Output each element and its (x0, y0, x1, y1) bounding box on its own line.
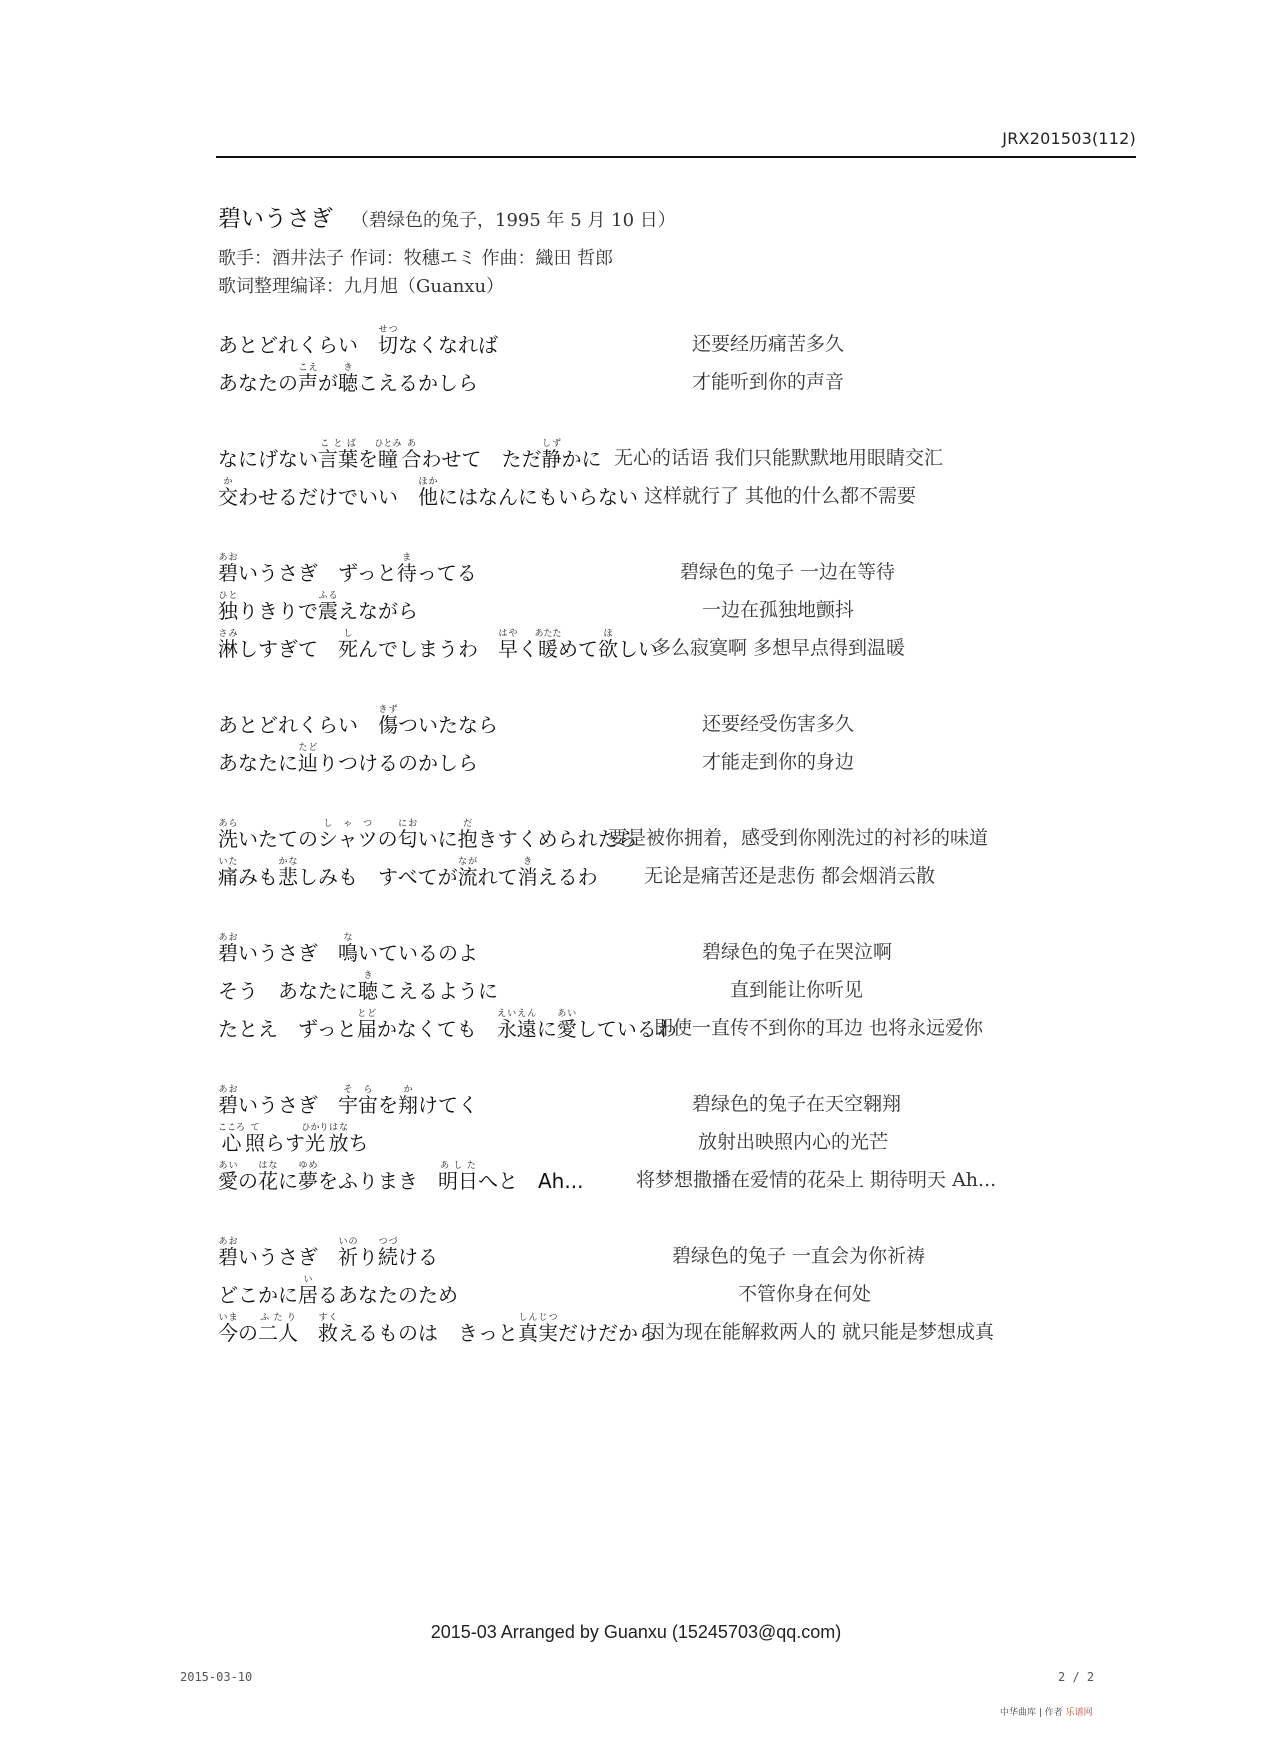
watermark-brand: 乐谱网 (1065, 1708, 1093, 1718)
lyric-chinese-translation: 一边在孤独地颤抖 (702, 599, 855, 621)
lyric-japanese: あとどれくらい 切せつなくなれば (218, 325, 498, 357)
lyric-line (218, 1230, 1138, 1270)
lyric-japanese: なにげない言葉ことばを瞳ひとみ合あわせて ただ静しずかに (218, 439, 602, 471)
lyric-chinese-translation: 还要经受伤害多久 (702, 713, 855, 735)
lyric-line (218, 1306, 1138, 1346)
footer-credit: 2015-03 Arranged by Guanxu (15245703@qq.com) (430, 1622, 842, 1642)
lyric-chinese-translation: 碧绿色的兔子 一直会为你祈祷 (672, 1245, 926, 1267)
lyric-chinese-translation: 直到能让你听见 (730, 979, 864, 1001)
lyric-chinese-translation: 碧绿色的兔子在天空翱翔 (692, 1093, 902, 1115)
lyric-line (218, 546, 1138, 586)
lyric-line (218, 356, 1138, 396)
lyric-japanese: 独ひとりきりで震ふるえながら (218, 591, 418, 623)
footer-date: 2015-03-10 (180, 1670, 253, 1684)
lyric-line (218, 1002, 1138, 1042)
watermark (1000, 1705, 1093, 1718)
lyric-line (218, 318, 1138, 358)
lyric-japanese: あなたの声こえが聴きこえるかしら (218, 363, 478, 395)
lyric-chinese-translation: 才能听到你的声音 (692, 371, 845, 393)
credits-line: 歌手：酒井法子 作词：牧穗エミ 作曲：織田 哲郎 (218, 248, 614, 269)
lyric-chinese-translation: 因为现在能解救两人的 就只能是梦想成真 (646, 1321, 995, 1343)
lyric-line (218, 1154, 1138, 1194)
title-japanese: 碧いうさぎ (218, 206, 333, 232)
lyric-japanese: 心こころ照てらす光ひかり放はなち (218, 1123, 369, 1155)
lyric-japanese: あなたに辿たどりつけるのかしら (218, 743, 478, 775)
lyric-chinese-translation: 无论是痛苦还是悲伤 都会烟消云散 (644, 865, 936, 887)
lyric-japanese: 今いまの二人ふたり 救すくえるものは きっと真実しんじつだけだから (218, 1313, 658, 1345)
lyric-japanese: 愛あいの花はなに夢ゆめをふりまき 明日あしたへと Ah... (218, 1161, 584, 1193)
title-subtitle: （碧绿色的兔子，1995 年 5 月 10 日） (351, 210, 676, 231)
lyric-line (218, 432, 1138, 472)
lyric-line (218, 850, 1138, 890)
lyric-line (218, 812, 1138, 852)
lyric-japanese: そう あなたに聴きこえるように (218, 971, 498, 1003)
lyric-chinese-translation: 即使一直传不到你的耳边 也将永远爱你 (654, 1017, 984, 1039)
lyric-line (218, 470, 1138, 510)
lyric-chinese-translation: 放射出映照内心的光芒 (698, 1131, 889, 1153)
lyric-japanese: 碧あおいうさぎ ずっと待まってる (218, 553, 477, 585)
lyric-chinese-translation: 碧绿色的兔子在哭泣啊 (702, 941, 893, 963)
watermark-text: 中华曲库 | 作者 (1000, 1708, 1066, 1718)
lyric-japanese: 痛いたみも悲かなしみも すべてが流ながれて消きえるわ (218, 857, 598, 889)
lyric-japanese: たとえ ずっと届とどかなくても 永遠えいえんに愛あいしているわ (218, 1009, 677, 1041)
lyric-japanese: 碧あおいうさぎ 宇宙そらを翔かけてく (218, 1085, 478, 1117)
lyric-line (218, 698, 1138, 738)
lyric-line (218, 736, 1138, 776)
lyric-chinese-translation: 无心的话语 我们只能默默地用眼睛交汇 (614, 447, 944, 469)
lyric-japanese: どこかに居いるあなたのため (218, 1275, 458, 1307)
lyric-chinese-translation: 才能走到你的身边 (702, 751, 855, 773)
lyric-line (218, 584, 1138, 624)
song-title (218, 200, 676, 233)
lyric-chinese-translation: 这样就行了 其他的什么都不需要 (644, 485, 917, 507)
lyric-line (218, 1078, 1138, 1118)
document-code: JRX201503(112) (1002, 129, 1136, 148)
lyric-line (218, 964, 1138, 1004)
lyric-line (218, 1268, 1138, 1308)
lyric-line (218, 926, 1138, 966)
lyric-chinese-translation: 将梦想撒播在爱情的花朵上 期待明天 Ah... (636, 1169, 997, 1191)
lyric-japanese: 碧あおいうさぎ 祈いのり続つづける (218, 1237, 438, 1269)
lyric-line (218, 1116, 1138, 1156)
lyric-chinese-translation: 不管你身在何处 (738, 1283, 872, 1305)
lyric-chinese-translation: 碧绿色的兔子 一边在等待 (680, 561, 896, 583)
header-rule (216, 156, 1136, 158)
lyric-chinese-translation: 还要经历痛苦多久 (692, 333, 845, 355)
lyric-japanese: あとどれくらい 傷きずついたなら (218, 705, 498, 737)
lyric-line (218, 622, 1138, 662)
lyric-chinese-translation: 多么寂寞啊 多想早点得到温暖 (652, 637, 906, 659)
lyric-japanese: 淋さみしすぎて 死しんでしまうわ 早はやく暖あたためて欲ほしい (218, 629, 658, 661)
lyric-japanese: 碧あおいうさぎ 鳴ないているのよ (218, 933, 478, 965)
arranger-line: 歌词整理编译：九月旭（Guanxu） (218, 276, 505, 297)
lyric-japanese: 交かわせるだけでいい 他ほかにはなんにもいらない (218, 477, 638, 509)
lyric-japanese: 洗あらいたてのシャツしゃつの匂においに抱だきすくめられたら (218, 819, 638, 851)
footer-page-number: 2 / 2 (1058, 1670, 1095, 1684)
lyric-chinese-translation: 要是被你拥着，感受到你刚洗过的衬衫的味道 (608, 827, 989, 849)
